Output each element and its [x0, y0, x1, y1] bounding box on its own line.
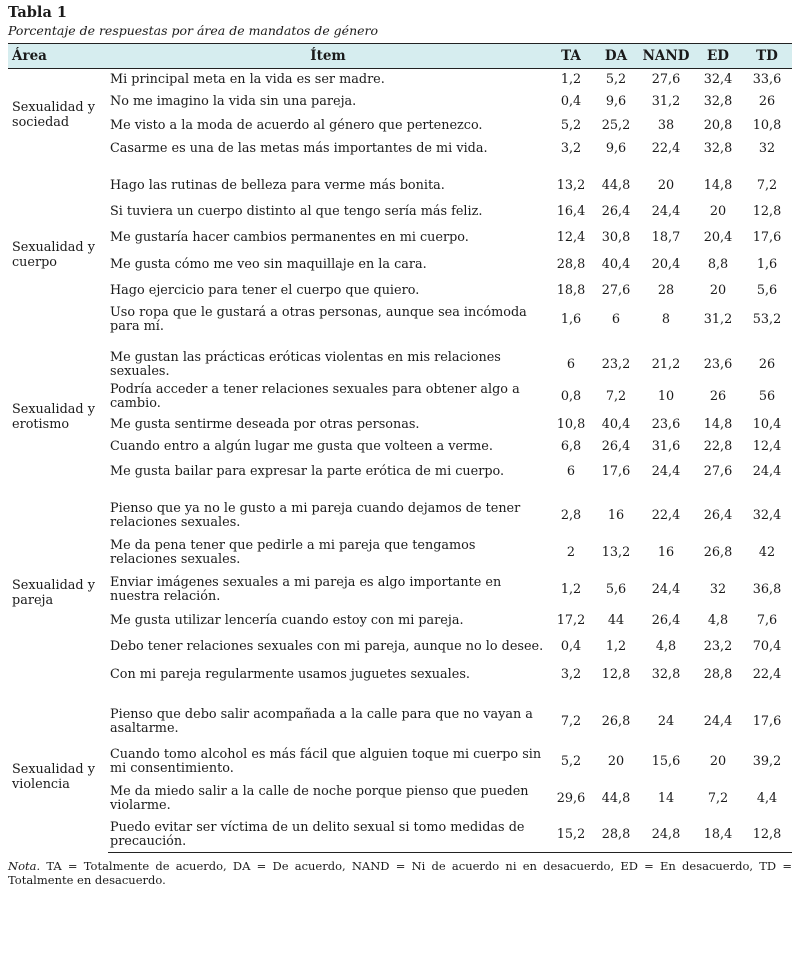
value-cell: 6: [566, 464, 576, 479]
value-cell: 32,8: [703, 141, 733, 156]
value-cell: 1,6: [756, 257, 778, 272]
value-cell: 9,6: [605, 141, 627, 156]
value-cell: 5,6: [605, 582, 627, 597]
item-text: Pienso que ya no le gusto a mi pareja cuando dejamos de tener relaciones sexuales.: [110, 501, 521, 530]
group-spacer: [8, 161, 792, 173]
note-label: Nota.: [8, 859, 41, 873]
spacer-cell: [8, 689, 792, 701]
value-cell: 4,8: [707, 613, 729, 628]
group-spacer: [8, 337, 792, 349]
area-label: Sexualidad y cuerpo: [12, 239, 95, 270]
value-cell: 32,8: [703, 94, 733, 109]
value-cell: 8: [661, 311, 671, 327]
area-label: Sexualidad y sociedad: [12, 99, 95, 130]
table-row: [8, 114, 792, 138]
item-text: Con mi pareja regularmente usamos juguetes sexuales.: [110, 666, 470, 682]
value-cell: 2: [566, 545, 576, 560]
table-row: [8, 436, 792, 459]
table-row: [8, 414, 792, 436]
item-text: Puedo evitar ser víctima de un delito sexual si tomo medidas de precaución.: [108, 818, 548, 853]
value-cell: 20,8: [703, 117, 733, 133]
value-cell: 31,2: [651, 94, 681, 109]
value-cell: 17,2: [556, 613, 586, 628]
value-cell: 29,6: [556, 791, 586, 806]
item-text: Cuando entro a algún lugar me gusta que volteen a verme.: [110, 439, 493, 454]
table-row: [8, 225, 792, 252]
item-text: Enviar imágenes sexuales a mi pareja es algo importante en nuestra relación.: [110, 575, 502, 604]
item-text: Me gustan las prácticas eróticas violentas en mis relaciones sexuales.: [110, 349, 501, 379]
value-cell: 7,2: [560, 714, 582, 729]
value-cell: 24,8: [638, 818, 694, 853]
value-cell: 5,6: [756, 282, 778, 298]
value-cell: 42: [758, 545, 776, 560]
column-header: Área: [8, 44, 108, 69]
table-row: [8, 609, 792, 634]
value-cell: 25,2: [601, 117, 631, 133]
value-cell: 20,4: [651, 257, 681, 272]
value-cell: 10,8: [752, 117, 782, 133]
value-cell: 28,8: [594, 818, 638, 853]
value-cell: 16: [657, 545, 675, 560]
value-cell: 17,6: [752, 714, 782, 729]
table-row: [8, 381, 792, 414]
value-cell: 30,8: [601, 230, 631, 245]
value-cell: 22,4: [651, 508, 681, 523]
value-cell: 28,8: [703, 666, 733, 682]
value-cell: 39,2: [752, 754, 782, 769]
item-text: Me da miedo salir a la calle de noche porque pienso que pueden violarme.: [110, 784, 529, 813]
item-text: Me gusta utilizar lencería cuando estoy con mi pareja.: [110, 613, 464, 628]
value-cell: 5,2: [605, 71, 627, 87]
value-cell: 20: [607, 754, 625, 769]
table-row: [8, 91, 792, 114]
value-cell: 10,4: [752, 416, 782, 432]
value-cell: 10,8: [556, 416, 586, 432]
value-cell: 32,4: [752, 508, 782, 523]
item-text: Si tuviera un cuerpo distinto al que tengo sería más feliz.: [110, 204, 483, 219]
header-row: [8, 44, 792, 69]
table-body: [8, 69, 792, 853]
value-cell: 26,4: [651, 613, 681, 628]
value-cell: 5,2: [560, 754, 582, 769]
value-cell: 9,6: [605, 94, 627, 109]
value-cell: 1,2: [560, 582, 582, 597]
value-cell: 1,6: [560, 311, 582, 327]
table-caption: Porcentaje de respuestas por área de mandatos de género: [8, 23, 379, 38]
table-row: [8, 498, 792, 535]
value-cell: 14,8: [703, 416, 733, 432]
value-cell: 20: [657, 178, 675, 193]
item-text: Me gusta sentirme deseada por otras personas.: [110, 416, 420, 432]
value-cell: 18,4: [694, 818, 742, 853]
value-cell: 8,8: [707, 257, 729, 272]
item-text: Podría acceder a tener relaciones sexuales para obtener algo a cambio.: [110, 382, 520, 411]
value-cell: 12,8: [742, 818, 792, 853]
value-cell: 26: [758, 94, 776, 109]
item-text: Me gusta cómo me veo sin maquillaje en la cara.: [110, 257, 427, 272]
value-cell: 21,2: [651, 356, 681, 372]
value-cell: 32,4: [703, 71, 733, 87]
value-cell: 44,8: [601, 791, 631, 806]
value-cell: 6,8: [560, 439, 582, 454]
results-table: [8, 43, 792, 853]
value-cell: 32,8: [651, 666, 681, 682]
area-label: Sexualidad y violencia: [12, 761, 95, 792]
value-cell: 5,2: [560, 117, 582, 133]
table-row: [8, 661, 792, 689]
value-cell: 28: [657, 282, 675, 298]
value-cell: 31,6: [651, 439, 681, 454]
table-note: [8, 859, 792, 887]
value-cell: 3,2: [560, 141, 582, 156]
value-cell: 0,8: [560, 389, 582, 404]
column-header: TA: [548, 44, 594, 69]
value-cell: 7,2: [707, 791, 729, 806]
value-cell: 26,8: [601, 714, 631, 729]
value-cell: 0,4: [560, 639, 582, 654]
table-row: [8, 535, 792, 572]
value-cell: 1,2: [605, 639, 627, 654]
value-cell: 26,4: [601, 204, 631, 219]
item-text: Debo tener relaciones sexuales con mi pareja, aunque no lo desee.: [110, 639, 544, 654]
value-cell: 26: [709, 389, 727, 404]
column-header: Ítem: [108, 44, 548, 69]
value-cell: 56: [758, 389, 776, 404]
value-cell: 12,8: [752, 204, 782, 219]
value-cell: 15,2: [548, 818, 594, 853]
column-header: ED: [694, 44, 742, 69]
table-row: [8, 349, 792, 381]
item-text: Hago ejercicio para tener el cuerpo que quiero.: [110, 282, 420, 298]
table-row: [8, 138, 792, 161]
value-cell: 40,4: [601, 257, 631, 272]
value-cell: 24,4: [752, 464, 782, 479]
value-cell: 14,8: [703, 178, 733, 193]
value-cell: 22,4: [752, 666, 782, 682]
value-cell: 18,8: [556, 282, 586, 298]
spacer-cell: [8, 161, 792, 173]
value-cell: 17,6: [601, 464, 631, 479]
group-spacer: [8, 486, 792, 498]
value-cell: 16,4: [556, 204, 586, 219]
value-cell: 7,2: [605, 389, 627, 404]
value-cell: 23,6: [651, 416, 681, 432]
spacer-cell: [8, 486, 792, 498]
table-figure: [8, 4, 792, 887]
item-text: No me imagino la vida sin una pareja.: [110, 94, 357, 109]
value-cell: 38: [657, 117, 675, 133]
item-text: Me visto a la moda de acuerdo al género que pertenezco.: [110, 117, 483, 133]
table-label: Tabla 1: [8, 4, 67, 21]
table-row: [8, 279, 792, 303]
value-cell: 14: [657, 791, 675, 806]
area-label: Sexualidad y erotismo: [12, 402, 95, 432]
value-cell: 26,4: [703, 508, 733, 523]
value-cell: 24,4: [651, 204, 681, 219]
table-row: [8, 200, 792, 225]
value-cell: 17,6: [752, 230, 782, 245]
column-header: DA: [594, 44, 638, 69]
item-text: Me da pena tener que pedirle a mi pareja que tengamos relaciones sexuales.: [110, 538, 476, 567]
value-cell: 44: [607, 613, 625, 628]
value-cell: 44,8: [601, 178, 631, 193]
value-cell: 27,6: [601, 282, 631, 298]
value-cell: 13,2: [601, 545, 631, 560]
value-cell: 1,2: [560, 71, 582, 87]
value-cell: 20: [709, 204, 727, 219]
value-cell: 53,2: [752, 311, 782, 327]
value-cell: 24,4: [651, 464, 681, 479]
item-text: Cuando tomo alcohol es más fácil que alguien toque mi cuerpo sin mi consentimiento.: [110, 747, 542, 776]
value-cell: 24,4: [651, 582, 681, 597]
note-text: TA = Totalmente de acuerdo, DA = De acuerdo, NAND = Ni de acuerdo ni en desacuerdo, ED = En desacuerdo, TD = Totalmente en desacuerdo.: [8, 859, 792, 887]
value-cell: 23,2: [703, 639, 733, 654]
item-text: Uso ropa que le gustará a otras personas, aunque sea incómoda para mí.: [110, 304, 527, 334]
value-cell: 4,4: [756, 791, 778, 806]
value-cell: 20: [709, 282, 727, 298]
area-label: Sexualidad y pareja: [12, 578, 95, 608]
value-cell: 7,6: [756, 613, 778, 628]
spacer-cell: [8, 337, 792, 349]
value-cell: 15,6: [651, 754, 681, 769]
value-cell: 12,8: [601, 666, 631, 682]
value-cell: 3,2: [560, 666, 582, 682]
value-cell: 20,4: [703, 230, 733, 245]
table-row: [8, 781, 792, 818]
column-header: TD: [742, 44, 792, 69]
value-cell: 26,4: [601, 439, 631, 454]
table-row: [8, 701, 792, 744]
value-cell: 2,8: [560, 508, 582, 523]
value-cell: 10: [657, 389, 675, 404]
value-cell: 32: [758, 141, 776, 156]
table-row: [8, 69, 792, 91]
value-cell: 23,2: [601, 356, 631, 372]
value-cell: 24,4: [703, 714, 733, 729]
value-cell: 27,6: [651, 71, 681, 87]
value-cell: 27,6: [703, 464, 733, 479]
table-row: [8, 634, 792, 661]
value-cell: 23,6: [703, 356, 733, 372]
table-row: [8, 303, 792, 337]
item-text: Me gusta bailar para expresar la parte erótica de mi cuerpo.: [110, 464, 505, 479]
item-text: Casarme es una de las metas más importantes de mi vida.: [110, 141, 488, 156]
table-row: [8, 173, 792, 200]
value-cell: 18,7: [651, 230, 681, 245]
value-cell: 6: [611, 311, 621, 327]
value-cell: 32: [709, 582, 727, 597]
value-cell: 22,8: [703, 439, 733, 454]
value-cell: 40,4: [601, 416, 631, 432]
item-text: Pienso que debo salir acompañada a la calle para que no vayan a asaltarme.: [110, 707, 533, 736]
table-row: [8, 572, 792, 609]
value-cell: 6: [566, 356, 576, 372]
value-cell: 70,4: [752, 639, 782, 654]
value-cell: 16: [607, 508, 625, 523]
value-cell: 24: [657, 714, 675, 729]
value-cell: 36,8: [752, 582, 782, 597]
table-row: [8, 459, 792, 486]
value-cell: 0,4: [560, 94, 582, 109]
value-cell: 26,8: [703, 545, 733, 560]
item-text: Hago las rutinas de belleza para verme más bonita.: [110, 178, 445, 193]
value-cell: 20: [709, 754, 727, 769]
value-cell: 7,2: [756, 178, 778, 193]
value-cell: 12,4: [556, 230, 586, 245]
item-text: Me gustaría hacer cambios permanentes en mi cuerpo.: [110, 230, 469, 245]
table-row: [8, 818, 792, 853]
column-header: NAND: [638, 44, 694, 69]
value-cell: 28,8: [556, 257, 586, 272]
value-cell: 13,2: [556, 178, 586, 193]
value-cell: 22,4: [651, 141, 681, 156]
group-spacer: [8, 689, 792, 701]
value-cell: 12,4: [752, 439, 782, 454]
value-cell: 4,8: [655, 639, 677, 654]
value-cell: 33,6: [752, 71, 782, 87]
item-text: Mi principal meta en la vida es ser madre.: [110, 71, 385, 87]
value-cell: 31,2: [703, 311, 733, 327]
table-row: [8, 744, 792, 781]
value-cell: 26: [758, 356, 776, 372]
table-row: [8, 252, 792, 279]
